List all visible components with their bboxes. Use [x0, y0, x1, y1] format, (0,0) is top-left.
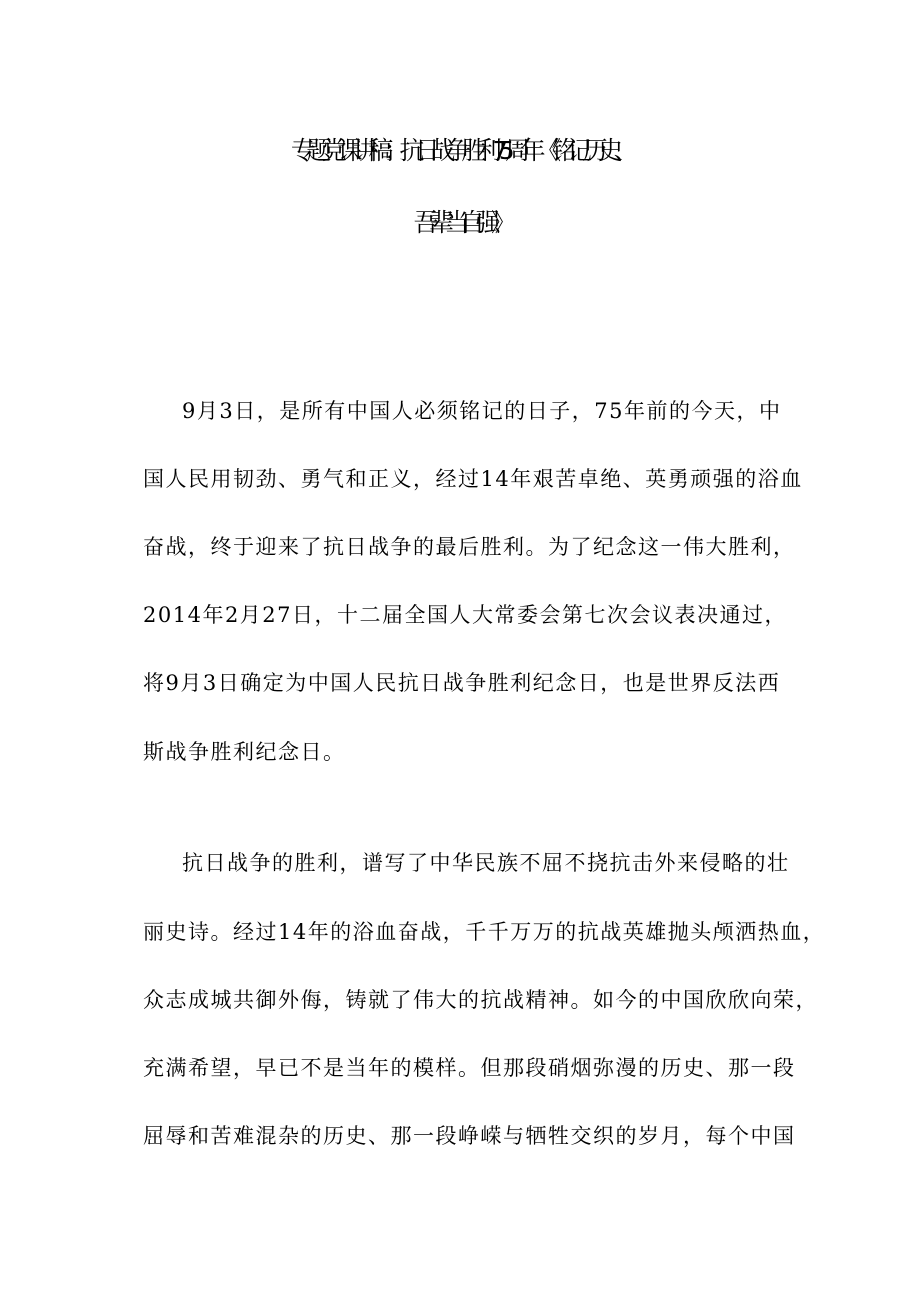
paragraph-2-line-3: 众志成城共御外侮，铸就了伟大的抗战精神。如今的中国欣欣向荣， [143, 988, 818, 1012]
paragraph-2-line-4: 充满希望，早已不是当年的模样。但那段硝烟弥漫的历史、那一段 [143, 1056, 796, 1080]
document-title-line-1: 专题党课讲稿：抗日战争胜利75周年《铭记历史、 [290, 136, 630, 165]
paragraph-2-line-5: 屈辱和苦难混杂的历史、那一段峥嵘与牺牲交织的岁月，每个中国 [143, 1124, 796, 1148]
paragraph-1-line-3: 奋战，终于迎来了抗日战争的最后胜利。为了纪念这一伟大胜利， [143, 535, 796, 559]
paragraph-1-line-5: 将9月3日确定为中国人民抗日战争胜利纪念日，也是世界反法西 [143, 671, 781, 695]
document-title-line-2: 吾辈当自强》 [413, 208, 507, 237]
paragraph-1-line-2: 国人民用韧劲、勇气和正义，经过14年艰苦卓绝、英勇顽强的浴血 [143, 467, 803, 491]
paragraph-1-line-6: 斯战争胜利纪念日。 [143, 740, 346, 764]
paragraph-1-line-4: 2014年2月27日，十二届全国人大常委会第七次会议表决通过， [143, 603, 788, 627]
paragraph-2-line-2: 丽史诗。经过14年的浴血奋战，千千万万的抗战英雄抛头颅洒热血， [143, 920, 826, 944]
paragraph-2-line-1: 抗日战争的胜利，谱写了中华民族不屈不挠抗击外来侵略的壮 [182, 851, 790, 875]
paragraph-1-line-1: 9月3日，是所有中国人必须铭记的日子，75年前的今天，中 [182, 399, 782, 423]
